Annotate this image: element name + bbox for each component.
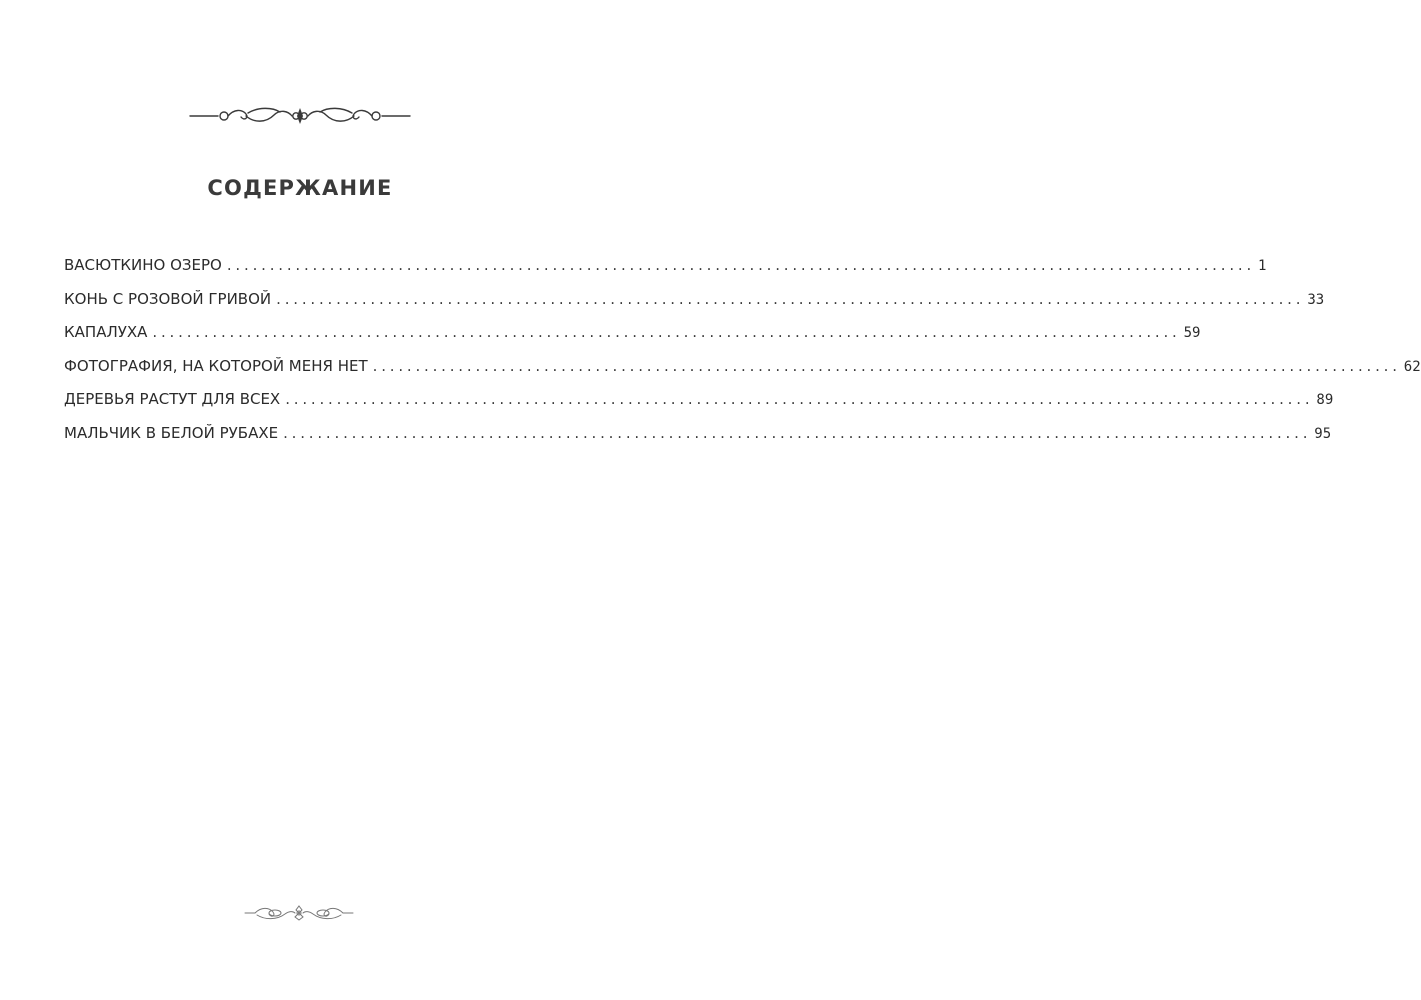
- dot-leader: ........................................................................................................................: [226, 256, 1256, 274]
- toc-entry[interactable]: [64, 289, 1325, 324]
- toc-entry-page: 89: [1316, 392, 1334, 409]
- toc-entry[interactable]: [64, 390, 1334, 424]
- dot-leader: ........................................................................................................................: [152, 323, 1181, 342]
- dot-leader: ........................................................................................................................: [283, 423, 1312, 442]
- toc-entry-page: 59: [1183, 325, 1201, 342]
- toc-entry-title: ФОТОГРАФИЯ, НА КОТОРОЙ МЕНЯ НЕТ: [64, 356, 368, 375]
- flourish-ornament-icon: [188, 103, 412, 129]
- dot-leader: ........................................................................................................................: [372, 356, 1401, 375]
- toc-entry-title: ВАСЮТКИНО ОЗЕРО: [64, 256, 222, 274]
- toc-entry-page: 62: [1403, 358, 1421, 375]
- toc-entry[interactable]: [64, 256, 1267, 290]
- toc-entry-title: КОНЬ С РОЗОВОЙ ГРИВОЙ: [64, 289, 272, 308]
- dot-leader: ........................................................................................................................: [276, 289, 1305, 308]
- toc-entry-page: 95: [1314, 425, 1332, 442]
- dot-leader: ........................................................................................................................: [285, 390, 1314, 409]
- table-of-contents: [64, 256, 1421, 458]
- toc-entry-page: 1: [1258, 258, 1267, 274]
- contents-heading: СОДЕРЖАНИЕ: [207, 176, 393, 200]
- toc-entry-title: МАЛЬЧИК В БЕЛОЙ РУБАХЕ: [64, 423, 279, 442]
- toc-entry-title: ДЕРЕВЬЯ РАСТУТ ДЛЯ ВСЕХ: [64, 390, 281, 409]
- toc-entry-page: 33: [1307, 291, 1325, 308]
- toc-entry[interactable]: [64, 423, 1332, 458]
- toc-entry[interactable]: [64, 356, 1421, 391]
- vignette-ornament-icon: [243, 904, 355, 922]
- toc-entry-title: КАПАЛУХА: [64, 323, 148, 342]
- toc-entry[interactable]: [64, 323, 1201, 357]
